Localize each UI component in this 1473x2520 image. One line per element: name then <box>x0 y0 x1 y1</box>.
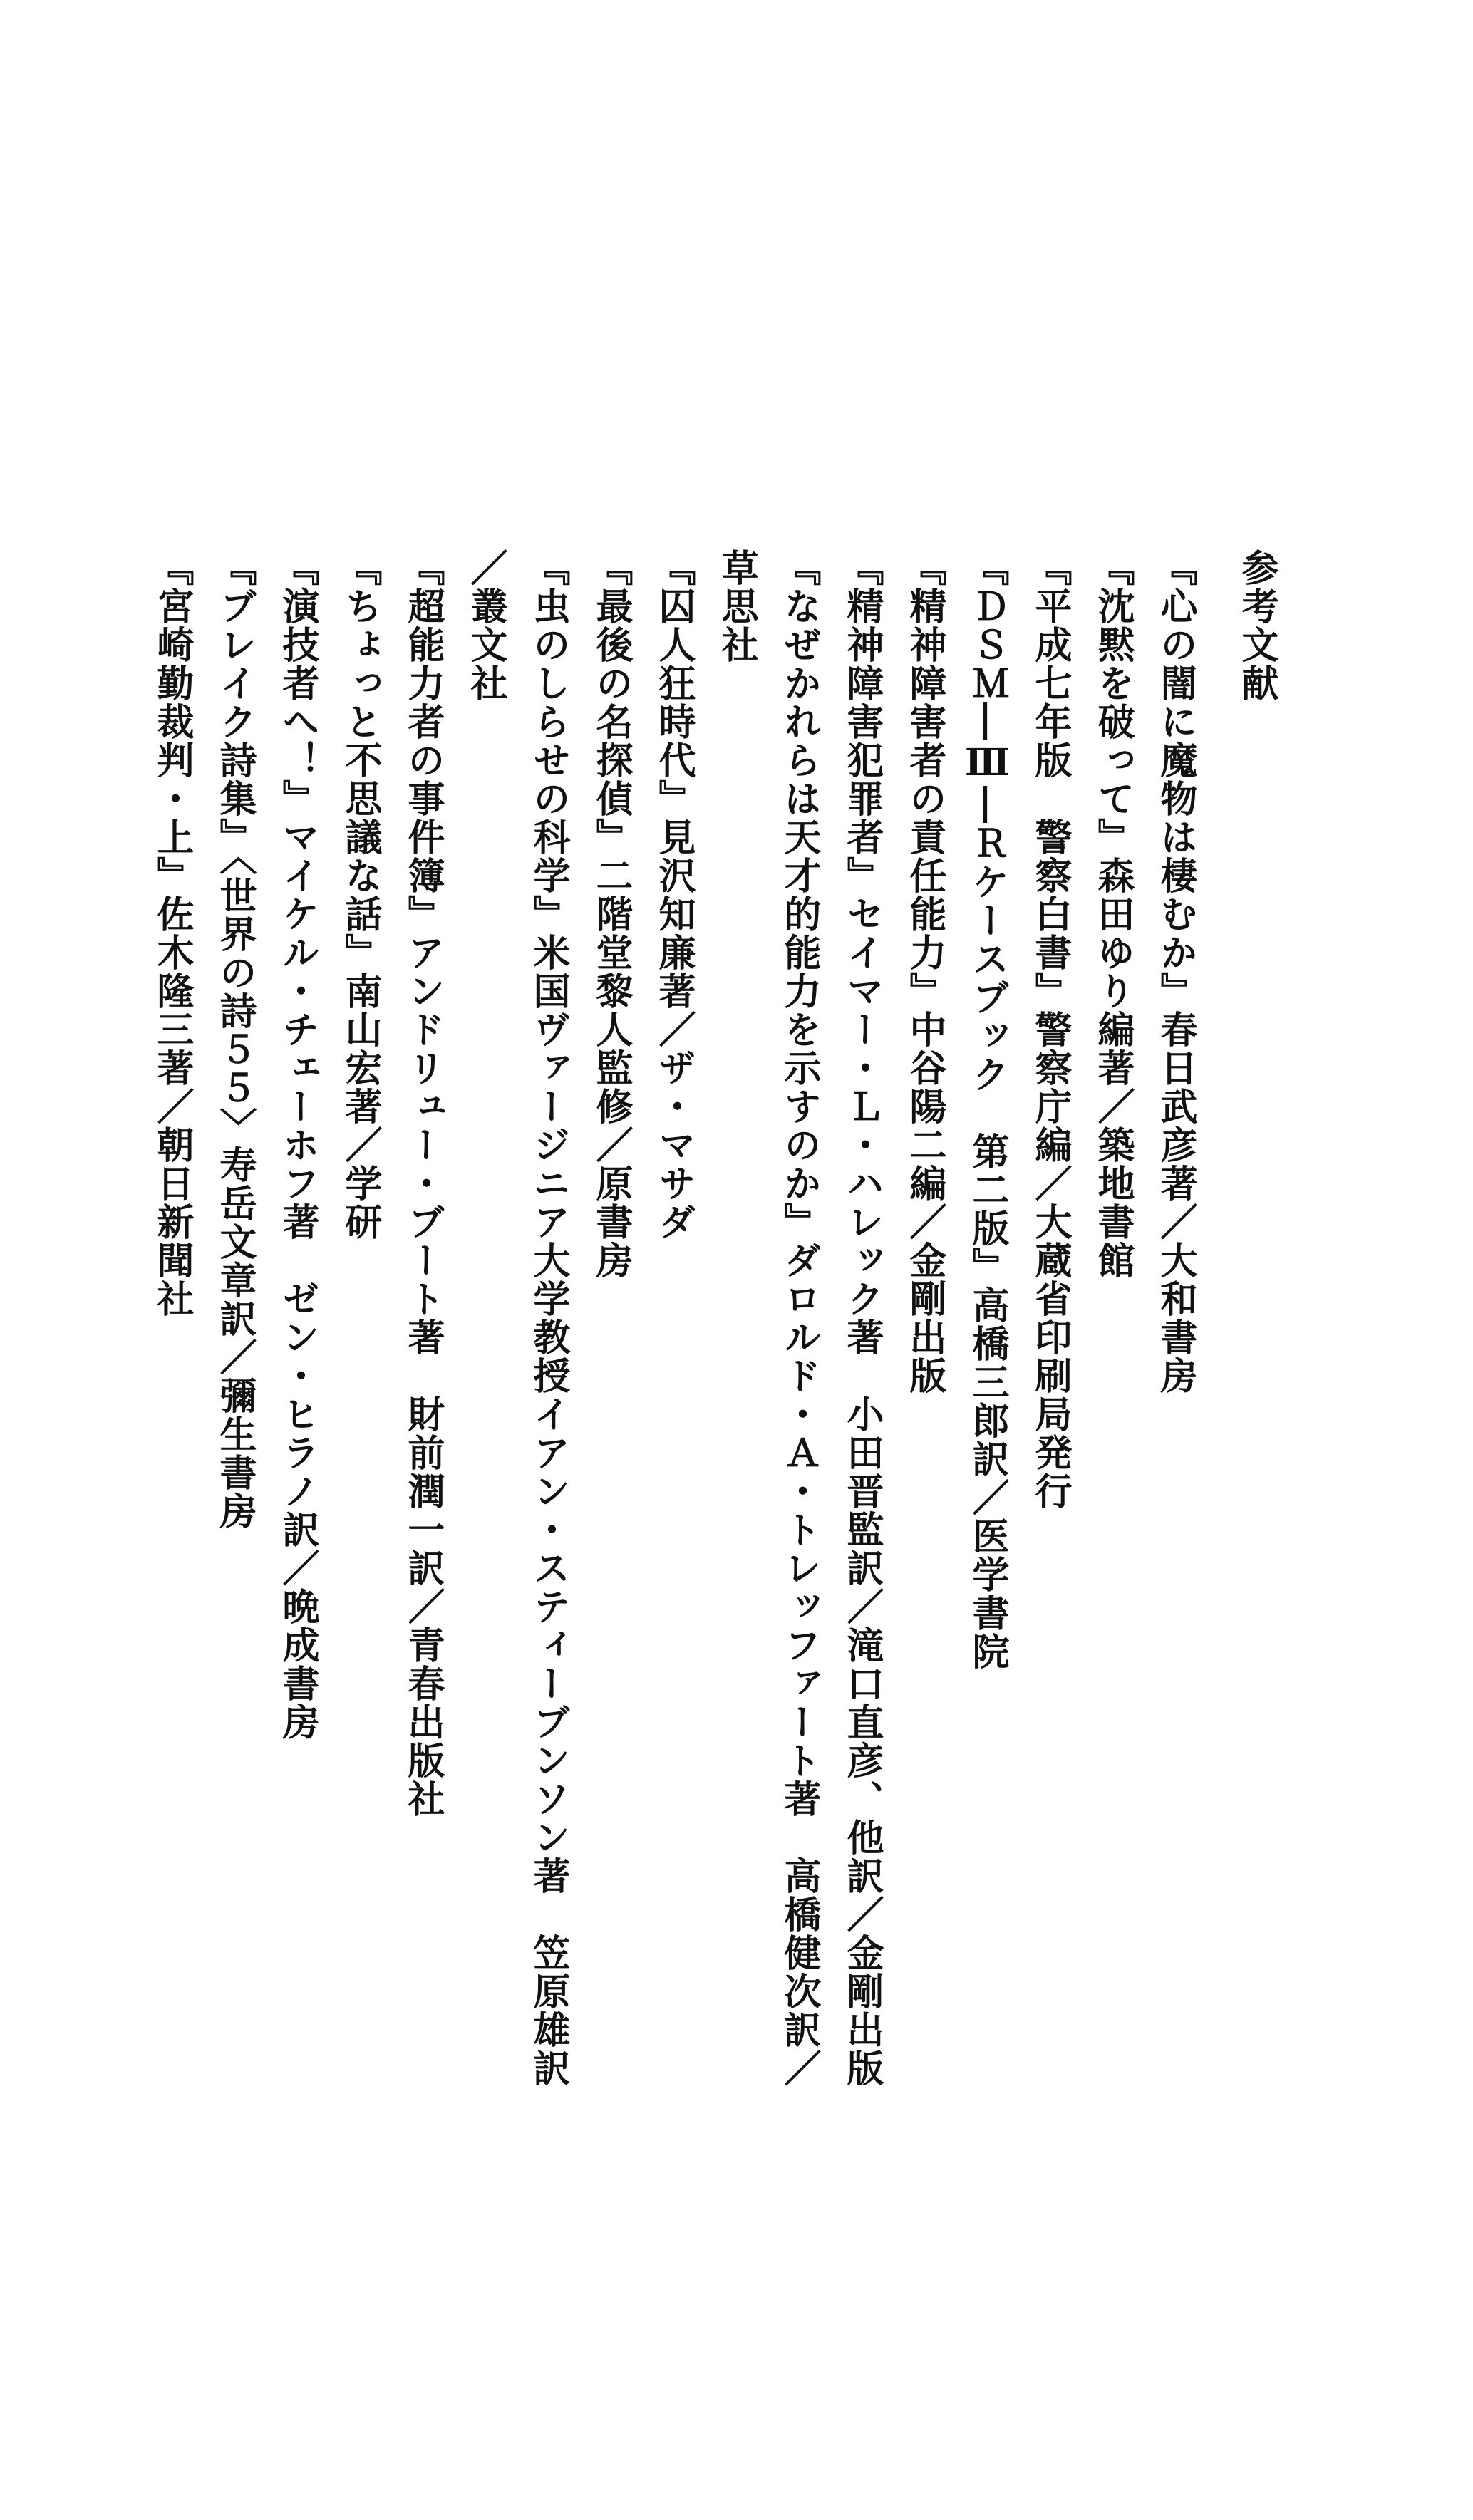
reference-entry: 『ブレイク詩集』〈世界の詩５５〉寿岳文章訳／彌生書房 <box>213 549 257 1530</box>
reference-entry: 『最後の名探偵』二階堂黎人監修／原書房 <box>589 549 633 1280</box>
reference-entry: 『なぜかれらは天才的能力を示すのか』ダロルド・Ａ・トレッファート著 高橋健次訳／草思社 <box>715 549 821 2088</box>
reference-entry: 『超能力者の事件簿』アンドリュー・ブート著 財前潤一訳／青春出版社 <box>401 549 445 1818</box>
references-column <box>76 549 1288 2116</box>
reference-entry: 『ＤＳＭ―Ⅲ―Ｒケースブック 第二版』高橋三郎訳／医学書院 <box>966 549 1009 1671</box>
reference-entry: 『沈黙を破って』森田ゆり編著／築地書館 <box>1091 549 1135 1280</box>
reference-entry: 『演技者へ！』マイケル・チェーホフ著 ゼン・ヒラノ訳／晩成書房 <box>276 549 319 1741</box>
reference-entry: 『宮崎勤裁判・上』佐木隆三著／朝日新聞社 <box>150 549 194 1318</box>
reference-entry: 『精神障害犯罪者』セイマー・Ｌ・ハレック著 小田晋監訳／滝口直彦、他訳／金剛出版 <box>840 549 884 2088</box>
reference-entry: 『囚人狂時代』見沢知廉著／ザ・マサダ <box>652 549 696 1241</box>
reference-entry: 『虫のしらせの科学』米国ヴァージニア大学教授イアン・スティーブンソン著 笠原雄訳／叢文社 <box>464 549 570 2088</box>
reference-entry: 『精神障害者の責任能力』中谷陽二編／金剛出版 <box>903 549 946 1395</box>
references-heading: 参考文献 <box>1235 549 1278 702</box>
reference-entry: 『心の闇に魔物は棲むか』春日武彦著／大和書房 <box>1154 549 1197 1395</box>
reference-entry: 『平成七年版 警察白書』警察庁編／大蔵省印刷局発行 <box>1028 549 1072 1510</box>
reference-entry: 『ちょっと不思議な話』南山宏著／学研 <box>338 549 382 1241</box>
